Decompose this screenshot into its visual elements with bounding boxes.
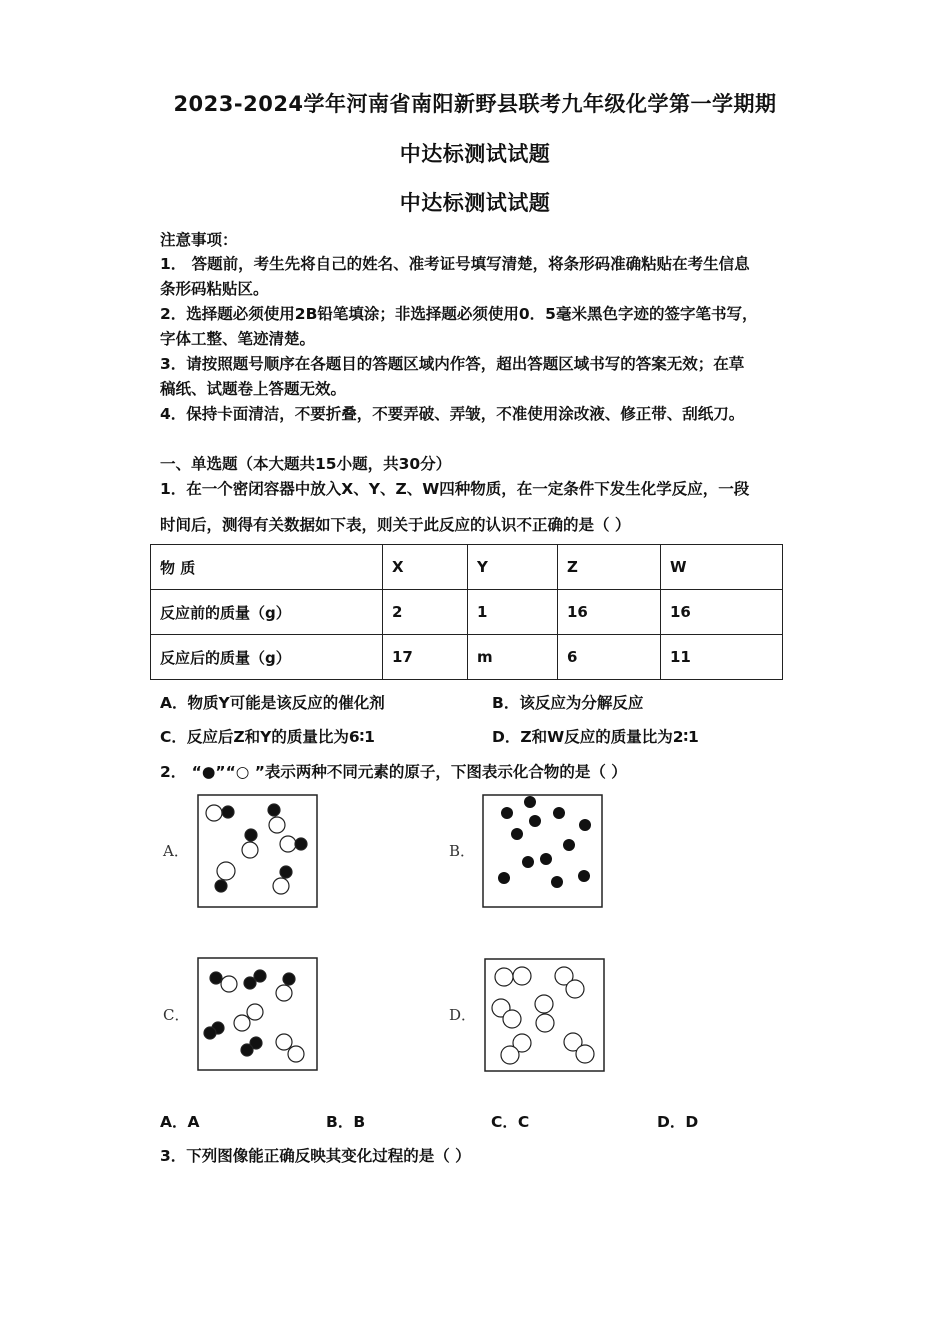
table-row	[151, 590, 783, 635]
black-atom	[511, 828, 523, 840]
notice-line-6: 稿纸、试题卷上答题无效。	[160, 380, 347, 398]
notice-line-4: 字体工整、笔迹清楚。	[160, 330, 316, 348]
black-atom	[524, 796, 536, 808]
white-atom	[221, 976, 237, 992]
figure-a-molecules	[197, 794, 318, 908]
white-atom	[495, 968, 513, 986]
table-cell: 1	[468, 590, 558, 635]
white-atom	[535, 995, 553, 1013]
black-atom	[244, 977, 256, 989]
table-cell: X	[383, 545, 468, 590]
q1-data-table	[150, 544, 783, 680]
table-cell: Z	[558, 545, 661, 590]
white-atom	[234, 1015, 250, 1031]
table-cell: m	[468, 635, 558, 680]
white-atom	[288, 1046, 304, 1062]
table-cell: 反应前的质量（g）	[151, 590, 383, 635]
black-atom	[222, 806, 234, 818]
black-atom	[204, 1027, 216, 1039]
black-atom	[578, 870, 590, 882]
black-atom	[529, 815, 541, 827]
white-atom	[276, 1034, 292, 1050]
white-atom	[273, 878, 289, 894]
table-row	[151, 545, 783, 590]
q1-option-d[interactable]: D．Z和W反应的质量比为2∶1	[492, 728, 699, 746]
black-atom	[563, 839, 575, 851]
figure-label-d: D．	[449, 1006, 477, 1024]
table-cell: 反应后的质量（g）	[151, 635, 383, 680]
black-atom	[268, 804, 280, 816]
table-cell: 物 质	[151, 545, 383, 590]
q1-option-c[interactable]: C．反应后Z和Y的质量比为6∶1	[160, 728, 375, 746]
figure-box	[483, 795, 602, 907]
title-line-1: 2023-2024学年河南省南阳新野县联考九年级化学第一学期期	[173, 92, 777, 116]
black-atom	[579, 819, 591, 831]
white-atom	[276, 985, 292, 1001]
white-atom	[501, 1046, 519, 1064]
notice-line-7: 4．保持卡面清洁，不要折叠，不要弄破、弄皱，不准使用涂改液、修正带、刮纸刀。	[160, 405, 745, 423]
q2-option-a[interactable]: A．A	[160, 1113, 200, 1131]
notice-line-1: 1． 答题前，考生先将自己的姓名、准考证号填写清楚，将条形码准确粘贴在考生信息	[160, 255, 750, 273]
notice-line-5: 3．请按照题号顺序在各题目的答题区域内作答，超出答题区域书写的答案无效；在草	[160, 355, 745, 373]
table-cell: 2	[383, 590, 468, 635]
black-atom	[553, 807, 565, 819]
white-atom	[536, 1014, 554, 1032]
table-cell: W	[661, 545, 783, 590]
black-atom	[295, 838, 307, 850]
white-atom	[217, 862, 235, 880]
white-atom	[247, 1004, 263, 1020]
black-atom	[501, 807, 513, 819]
black-atom	[551, 876, 563, 888]
table-row	[151, 635, 783, 680]
q2-stem: 2． “●”“○ ”表示两种不同元素的原子，下图表示化合物的是（ ）	[160, 763, 627, 781]
figure-label-c: C．	[163, 1006, 190, 1024]
q2-option-d[interactable]: D．D	[657, 1113, 699, 1131]
black-atom	[215, 880, 227, 892]
q1-stem-line-2: 时间后，测得有关数据如下表，则关于此反应的认识不正确的是（ ）	[160, 516, 631, 534]
white-atom	[513, 967, 531, 985]
white-atom	[242, 842, 258, 858]
q1-stem-line-1: 1．在一个密闭容器中放入X、Y、Z、W四种物质，在一定条件下发生化学反应，一段	[160, 480, 750, 498]
table-cell: 16	[558, 590, 661, 635]
white-atom	[576, 1045, 594, 1063]
q1-option-b[interactable]: B．该反应为分解反应	[492, 694, 644, 712]
figure-label-a: A．	[163, 842, 189, 860]
white-atom	[503, 1010, 521, 1028]
notice-line-2: 条形码粘贴区。	[160, 280, 269, 298]
black-atom	[522, 856, 534, 868]
q2-option-c[interactable]: C．C	[491, 1113, 530, 1131]
table-cell: 11	[661, 635, 783, 680]
black-atom	[210, 972, 222, 984]
notice-line-3: 2．选择题必须使用2B铅笔填涂；非选择题必须使用0．5毫米黑色字迹的签字笔书写，	[160, 305, 758, 323]
black-atom	[283, 973, 295, 985]
title-line-2: 中达标测试试题	[399, 142, 551, 166]
black-atom	[280, 866, 292, 878]
table-cell: 17	[383, 635, 468, 680]
figure-c-molecules	[197, 957, 318, 1071]
black-atom	[245, 829, 257, 841]
white-atom	[280, 836, 296, 852]
figure-b-molecules	[482, 794, 603, 908]
q2-option-b[interactable]: B．B	[326, 1113, 366, 1131]
notice-heading: 注意事项：	[160, 231, 238, 249]
white-atom	[269, 817, 285, 833]
black-atom	[540, 853, 552, 865]
table-cell: 16	[661, 590, 783, 635]
black-atom	[241, 1044, 253, 1056]
figure-label-b: B．	[449, 842, 476, 860]
table-cell: 6	[558, 635, 661, 680]
white-atom	[566, 980, 584, 998]
black-atom	[498, 872, 510, 884]
title-line-3: 中达标测试试题	[399, 191, 551, 215]
q1-option-a[interactable]: A．物质Y可能是该反应的催化剂	[160, 694, 385, 712]
section-heading: 一、单选题（本大题共15小题，共30分）	[160, 455, 452, 473]
table-cell: Y	[468, 545, 558, 590]
figure-d-molecules	[484, 958, 605, 1072]
q3-stem: 3．下列图像能正确反映其变化过程的是（ ）	[160, 1147, 471, 1165]
white-atom	[206, 805, 222, 821]
